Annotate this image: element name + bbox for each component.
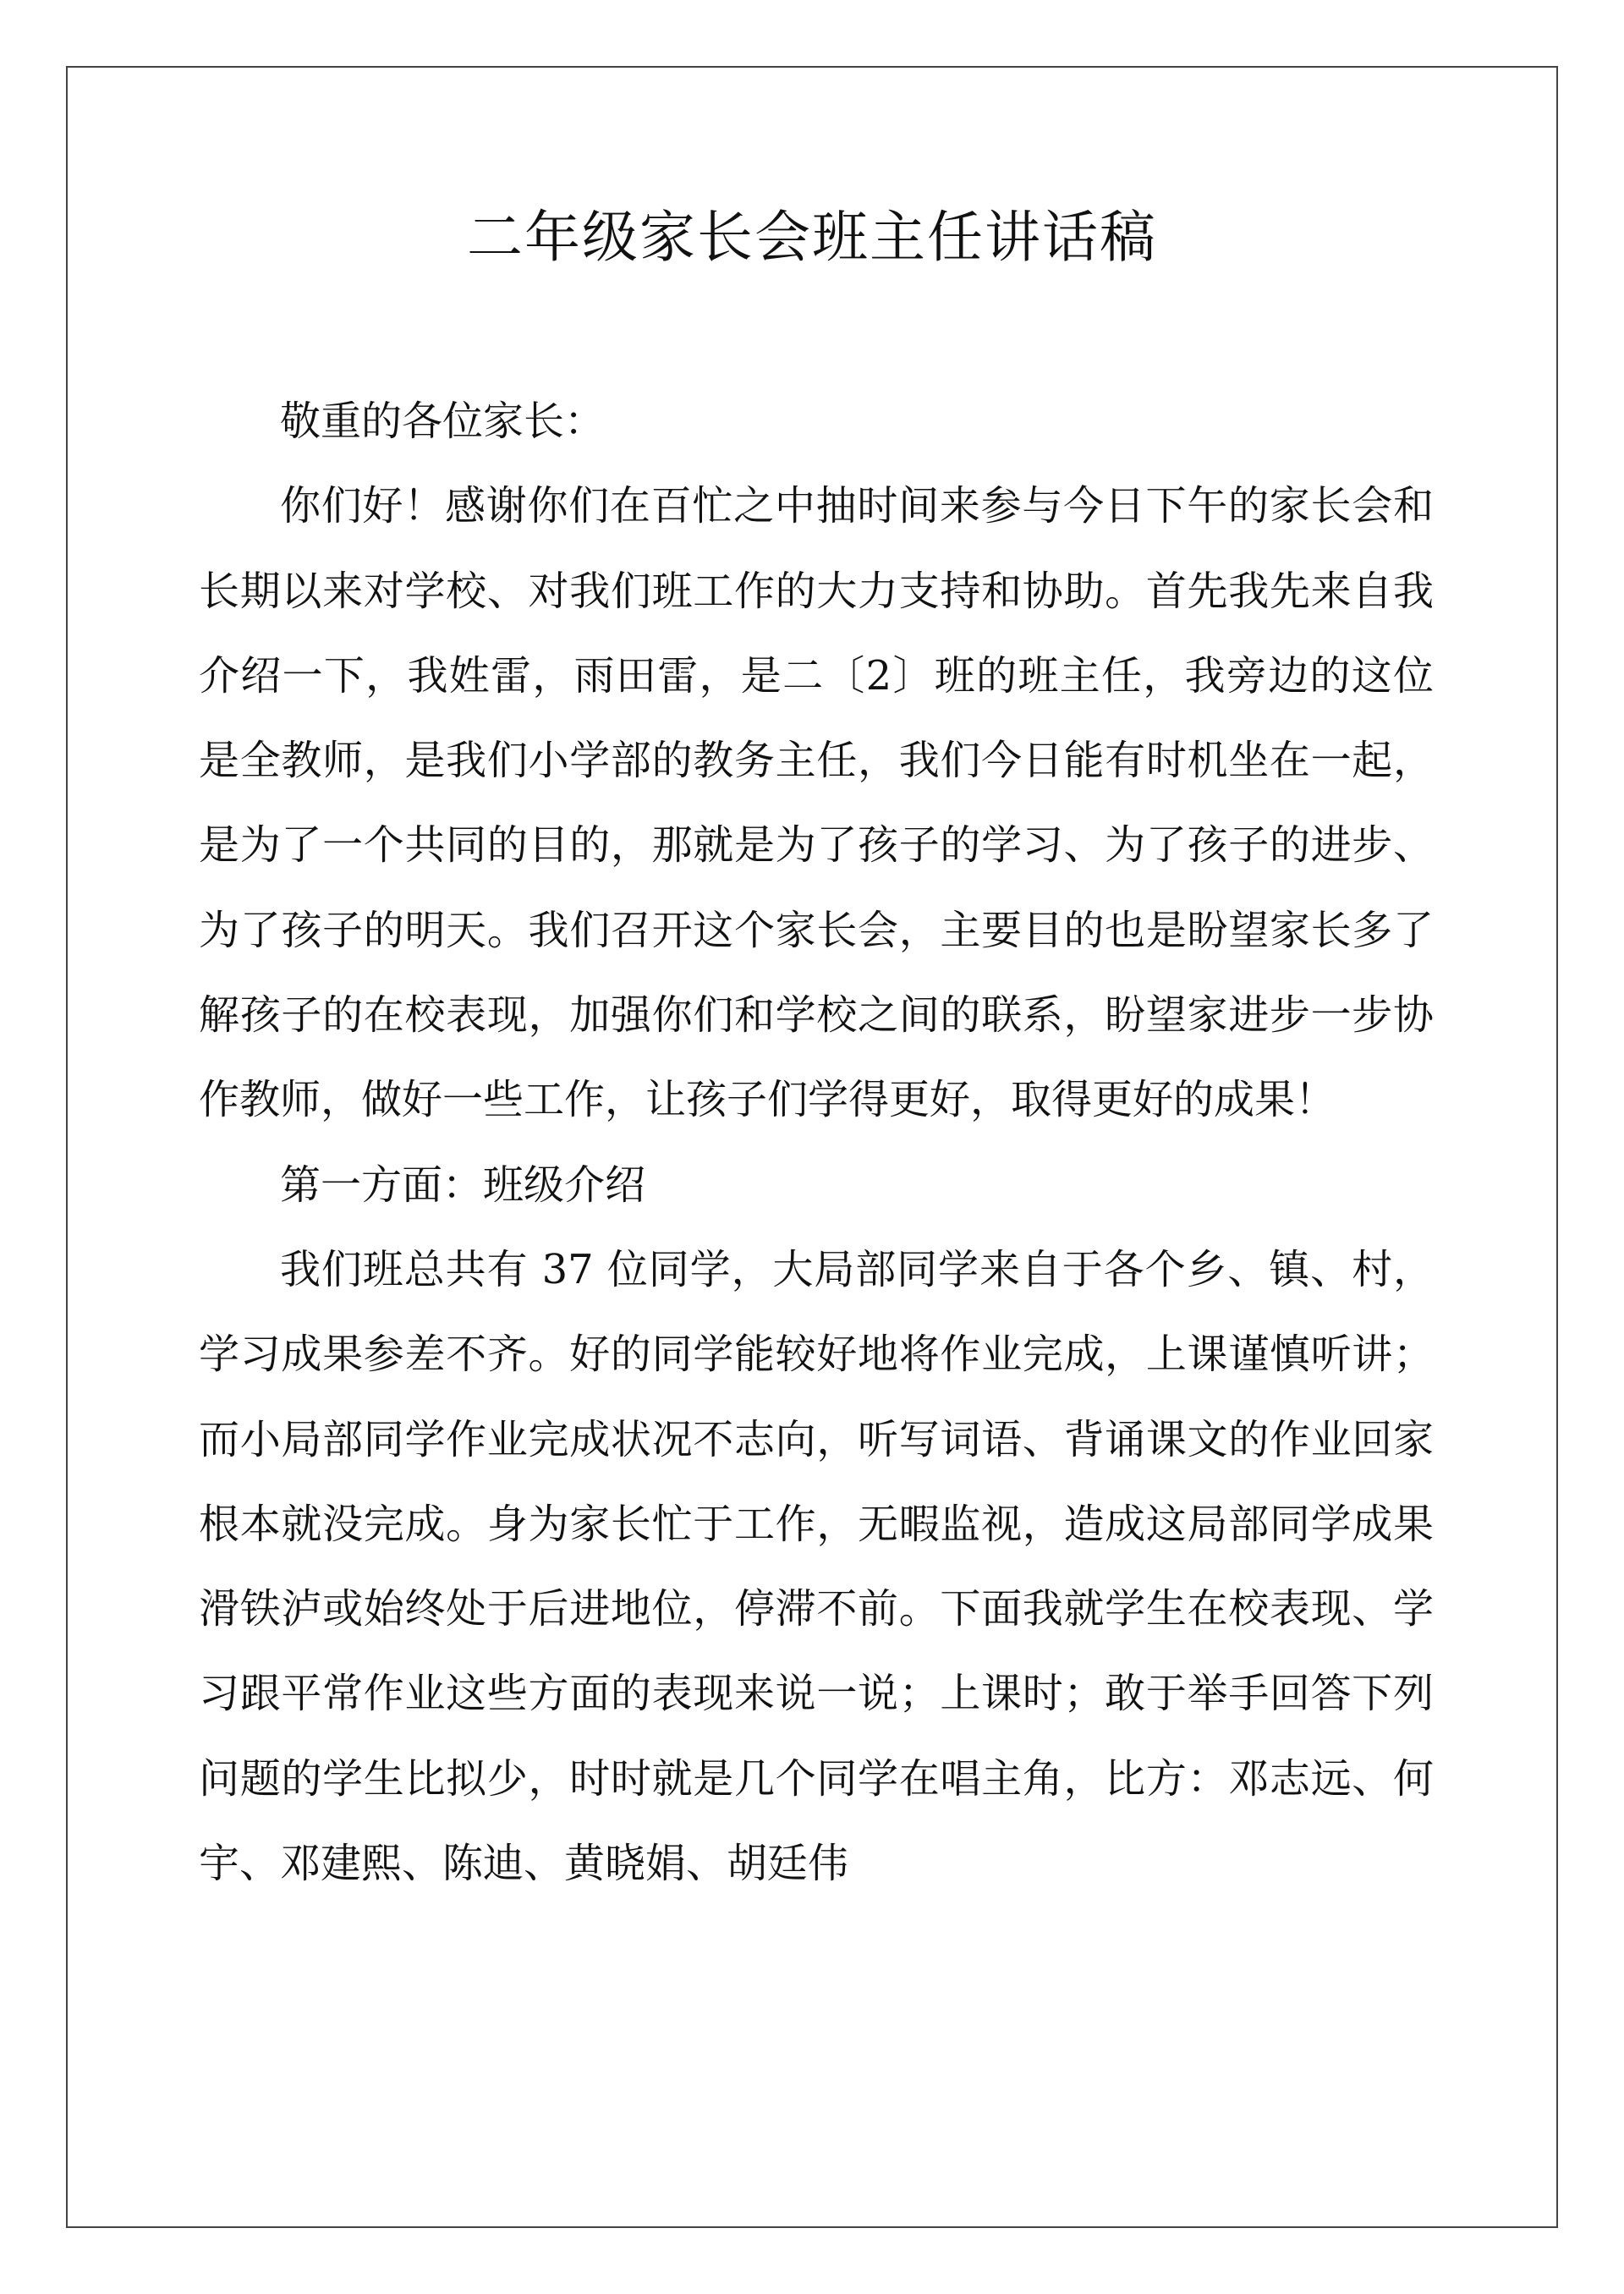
class-intro-paragraph: 我们班总共有 37 位同学，大局部同学来自于各个乡、镇、村，学习成果参差不齐。好的同学能较好地将作业完成，上课谨慎听讲；而小局部同学作业完成状况不志向，听写词语、背诵课文的作业回家根本就没完成。身为家长忙于工作，无暇监视，造成这局部同学成果滑铁泸或始终处于后进地位，停滞不前。下面我就学生在校表现、学习跟平常作业这些方面的表现来说一说；上课时；敢于举手回答下列问题的学生比拟少，时时就是几个同学在唱主角，比方：邓志远、何宇、邓建熙、陈迪、黄晓娟、胡廷伟: [199, 1245, 1434, 1888]
salutation-paragraph: 敬重的各位家长：: [280, 398, 606, 445]
document-title: 二年级家长会班主任讲话稿: [467, 205, 1157, 270]
section-heading: 第一方面：班级介绍: [280, 1161, 646, 1209]
greeting-paragraph: 你们好！感谢你们在百忙之中抽时间来参与今日下午的家长会和长期以来对学校、对我们班工作的大力支持和协助。首先我先来自我介绍一下，我姓雷，雨田雷，是二〔2〕班的班主任，我旁边的这位是全教师，是我们小学部的教务主任，我们今日能有时机坐在一起，是为了一个共同的目的，那就是为了孩子的学习、为了孩子的进步、为了孩子的明天。我们召开这个家长会，主要目的也是盼望家长多了解孩子的在校表现，加强你们和学校之间的联系，盼望家进步一步协作教师，做好一些工作，让孩子们学得更好，取得更好的成果！: [199, 482, 1434, 1124]
document-body: [199, 379, 1434, 1906]
